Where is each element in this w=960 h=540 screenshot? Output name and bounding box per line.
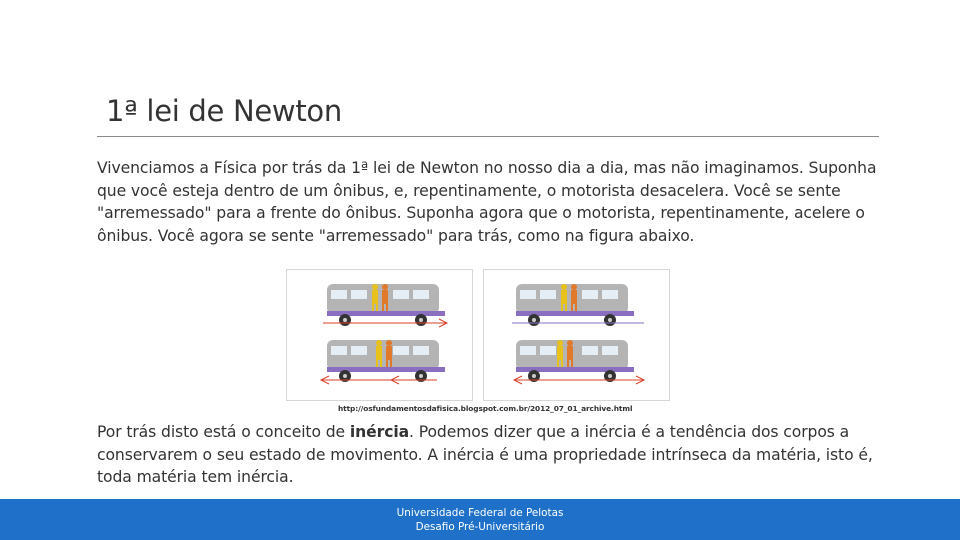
inertia-term: inércia (349, 423, 410, 441)
inertia-paragraph (97, 421, 887, 489)
bus-illustration-right (484, 270, 671, 402)
inertia-text-before: Por trás disto está o conceito de (97, 423, 350, 441)
bus-inertia-figure (286, 269, 674, 417)
slide-title: 1ª lei de Newton (106, 94, 342, 128)
title-divider (97, 136, 879, 137)
bus-top-right (516, 284, 634, 326)
bus-bottom-right (516, 340, 634, 382)
intro-paragraph: Vivenciamos a Física por trás da 1ª lei de Newton no nosso dia a dia, mas não imaginamos. Suponha que você esteja dentro de um ônibus, e, repentinamente, o motorista desacelera. Você se sente "arremessado" para a frente do ônibus. Suponha agora que o motorista, repentinamente, acelere o ônibus. Você agora se sente "arremessado" para trás, como na figura abaixo. (97, 159, 877, 245)
figure-panel-left (286, 269, 473, 401)
bus-bottom-left (327, 340, 445, 382)
figure-panel-right (483, 269, 670, 401)
figure-source-url: http://osfundamentosdafisica.blogspot.com.br/2012_07_01_archive.html (338, 404, 633, 413)
bus-illustration-left (287, 270, 474, 402)
footer-university: Universidade Federal de Pelotas (396, 507, 564, 519)
bus-top-left (327, 284, 445, 326)
footer-bar (0, 499, 960, 540)
footer-program: Desafio Pré-Universitário (415, 521, 545, 533)
inertia-text-after: . Podemos dizer que a inércia é a tendência dos corpos a conservarem o seu estado de movimento. A inércia é uma propriedade intrínseca da matéria, isto é, toda matéria tem inércia. (97, 423, 873, 486)
